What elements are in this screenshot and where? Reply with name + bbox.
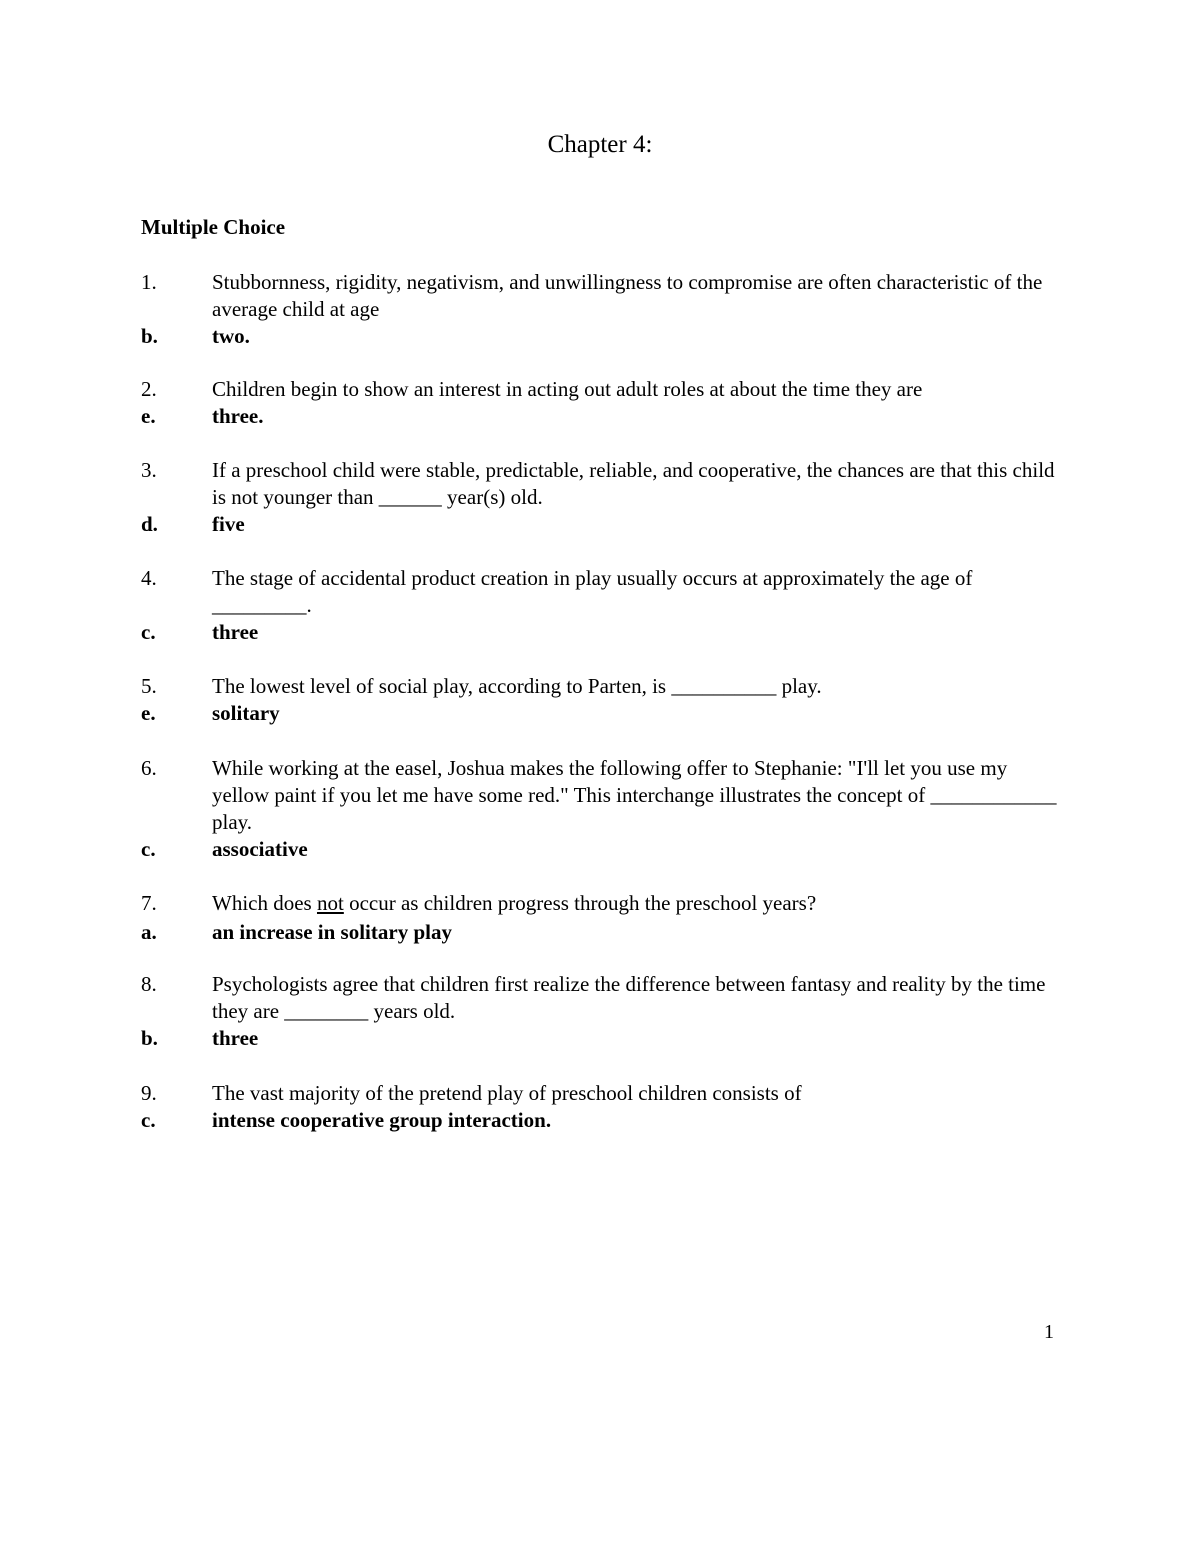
question-number: 7.: [141, 891, 157, 915]
question-number: 1.: [141, 270, 157, 294]
answer-text: two.: [212, 324, 250, 348]
question-2: [141, 376, 1061, 430]
question-8: [141, 971, 1061, 1052]
answer-text: an increase in solitary play: [212, 920, 452, 944]
answer-text: three: [212, 1026, 259, 1050]
question-9: [141, 1080, 1061, 1134]
question-text: Stubbornness, rigidity, negativism, and unwillingness to compromise are often characteristic of the average child at age: [212, 270, 1043, 321]
page-title: Chapter 4:: [547, 131, 653, 158]
answer-text: five: [212, 512, 245, 536]
question-text: While working at the easel, Joshua makes the following offer to Stephanie: "I'll let you use my yellow paint if you let me have some red." This interchange illustrates the concept of ____________ play.: [212, 756, 1057, 834]
question-4: [141, 565, 1061, 646]
answer-text: three.: [212, 404, 264, 428]
question-text-after: occur as children progress through the preschool years?: [343, 891, 817, 915]
question-text-underlined: not: [316, 891, 344, 915]
question-number: 5.: [141, 674, 157, 698]
question-number: 3.: [141, 458, 157, 482]
question-text: [212, 890, 1061, 917]
answer-text: solitary: [212, 701, 280, 725]
question-text: The stage of accidental product creation in play usually occurs at approximately the age of _________.: [212, 566, 973, 617]
page-number: 1: [1044, 1321, 1054, 1343]
answer-letter: e.: [141, 701, 156, 725]
question-number: 2.: [141, 377, 157, 401]
answer-text: associative: [212, 837, 308, 861]
question-text: Psychologists agree that children first realize the difference between fantasy and reality by the time they are ________ years old.: [212, 972, 1046, 1023]
question-5: [141, 673, 1061, 727]
question-6: [141, 755, 1061, 863]
question-number: 6.: [141, 756, 157, 780]
question-text: Children begin to show an interest in acting out adult roles at about the time they are: [212, 377, 923, 401]
question-text: If a preschool child were stable, predictable, reliable, and cooperative, the chances are that this child is not younger than ______ year(s) old.: [212, 458, 1055, 509]
question-7: [141, 890, 1061, 946]
section-heading: Multiple Choice: [141, 215, 286, 239]
question-text-before: Which does: [212, 891, 317, 915]
answer-letter: b.: [141, 1026, 158, 1050]
answer-letter: d.: [141, 512, 158, 536]
question-3: [141, 457, 1061, 538]
question-number: 9.: [141, 1081, 157, 1105]
question-1: [141, 269, 1061, 350]
question-number: 4.: [141, 566, 157, 590]
answer-letter: c.: [141, 620, 156, 644]
answer-letter: a.: [141, 920, 157, 944]
answer-letter: b.: [141, 324, 158, 348]
question-text: The vast majority of the pretend play of preschool children consists of: [212, 1081, 802, 1105]
answer-text: intense cooperative group interaction.: [212, 1108, 552, 1132]
answer-text: three: [212, 620, 259, 644]
answer-letter: c.: [141, 1108, 156, 1132]
question-text: The lowest level of social play, according to Parten, is __________ play.: [212, 674, 822, 698]
question-number: 8.: [141, 972, 157, 996]
answer-letter: c.: [141, 837, 156, 861]
answer-letter: e.: [141, 404, 156, 428]
